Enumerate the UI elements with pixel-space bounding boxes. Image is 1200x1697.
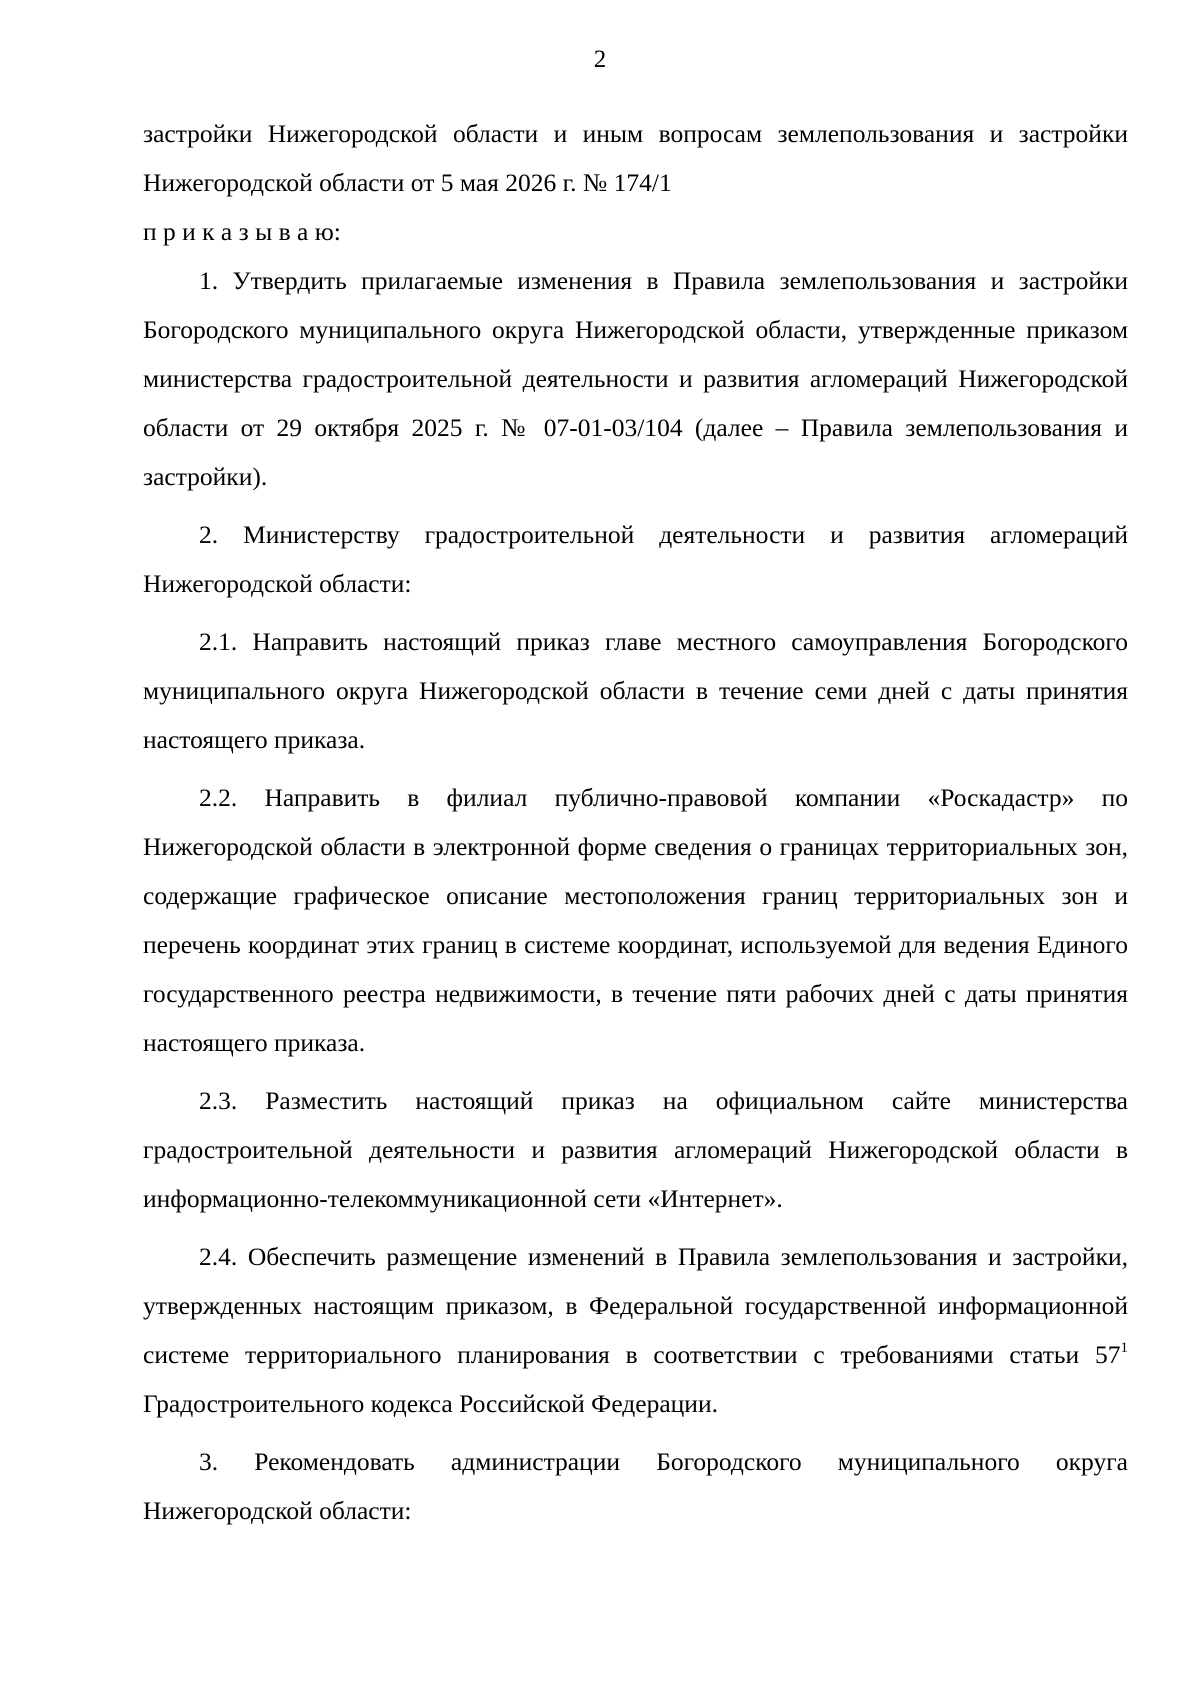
document-body — [143, 109, 1128, 1535]
paragraph-item-2: 2. Министерству градостроительной деятельности и развития агломераций Нижегородской области: — [143, 520, 1128, 598]
paragraph-item-2-1: 2.1. Направить настоящий приказ главе местного самоуправления Богородского муниципального округа Нижегородской области в течение семи дней с даты принятия настоящего приказа. — [143, 627, 1128, 754]
paragraph-order-word — [143, 207, 1128, 256]
paragraph-item-2-4-tail: Градостроительного кодекса Российской Федерации. — [143, 1389, 718, 1418]
paragraph-item-2-2: 2.2. Направить в филиал публично-правовой компании «Роскадастр» по Нижегородской области в электронной форме сведения о границах территориальных зон, содержащие графическое описание местоположения границ территориальных зон и перечень координат этих границ в системе координат, используемой для ведения Единого государственного реестра недвижимости, в течение пяти рабочих дней с даты принятия настоящего приказа. — [143, 783, 1128, 1057]
order-word: п р и к а з ы в а ю: — [143, 217, 341, 246]
paragraph-item-2-4 — [143, 1232, 1128, 1428]
paragraph-item-3: 3. Рекомендовать администрации Богородского муниципального округа Нижегородской области: — [143, 1447, 1128, 1525]
paragraph-item-2-3: 2.3. Разместить настоящий приказ на официальном сайте министерства градостроительной деятельности и развития агломераций Нижегородской области в информационно-телекоммуникационной сети «Интернет». — [143, 1086, 1128, 1213]
paragraph-item-1: 1. Утвердить прилагаемые изменения в Правила землепользования и застройки Богородского муниципального округа Нижегородской области, утвержденные приказом министерства градостроительной деятельности и развития агломераций Нижегородской области от 29 октября 2025 г. № 07-01-03/104 (далее – Правила землепользования и застройки). — [143, 266, 1128, 491]
paragraph-continuation: застройки Нижегородской области и иным вопросам землепользования и застройки Нижегородской области от 5 мая 2026 г. № 174/1 — [143, 119, 1128, 197]
paragraph-item-2-4-text: 2.4. Обеспечить размещение изменений в Правила землепользования и застройки, утвержденных настоящим приказом, в Федеральной государственной информационной системе территориального планирования в соответствии с требованиями статьи 57 — [143, 1242, 1128, 1369]
superscript-1: 1 — [1120, 1339, 1128, 1356]
page-number: 2 — [593, 46, 607, 73]
